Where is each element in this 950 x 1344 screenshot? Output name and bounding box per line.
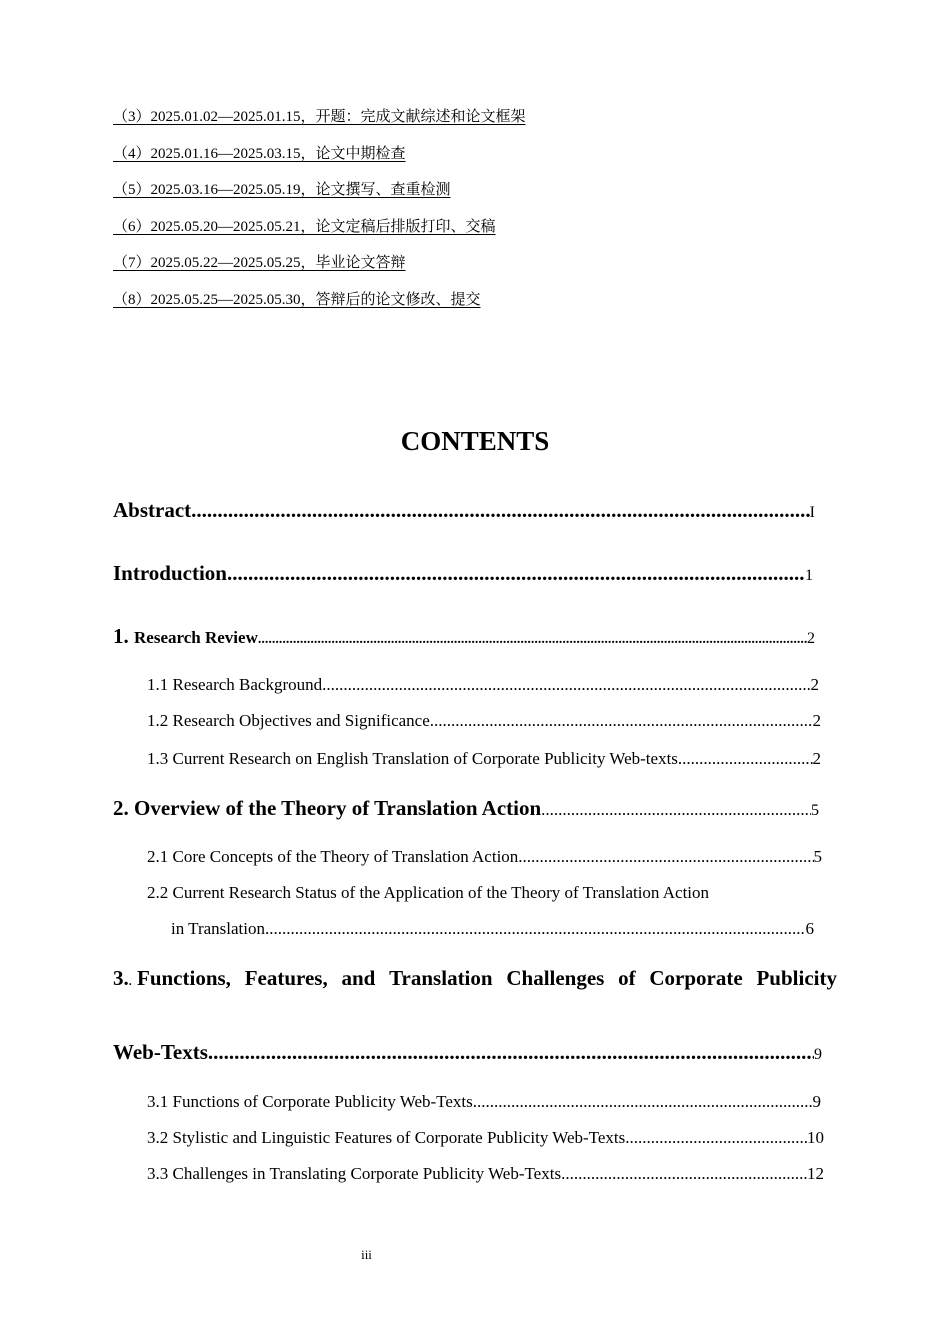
toc-page-number: 2 (812, 711, 821, 730)
schedule-item: （6）2025.05.20—2025.05.21，论文定稿后排版打印、交稿 (113, 218, 496, 235)
toc-entry-functions-features-line1[interactable]: 3.. Functions, Features, and Translation Challenges of Corporate Publicity (113, 966, 837, 990)
toc-entry-2-2[interactable] (171, 919, 814, 939)
toc-page-number: 6 (805, 919, 814, 938)
toc-label: in Translation (171, 919, 265, 938)
toc-section-number: 3. (113, 966, 129, 990)
schedule-item: （8）2025.05.25—2025.05.30，答辩后的论文修改、提交 (113, 291, 481, 308)
toc-page-number: 2 (812, 749, 821, 768)
schedule-item: （7）2025.05.22—2025.05.25，毕业论文答辩 (113, 255, 406, 271)
toc-entry-1-2[interactable] (147, 711, 821, 731)
toc-entry-functions-features[interactable] (113, 1040, 822, 1065)
toc-leader-dots (322, 675, 810, 695)
schedule-item: （4）2025.01.16—2025.03.15，论文中期检查 (113, 145, 406, 162)
toc-page-number: 9 (814, 1046, 822, 1063)
toc-section-number: 1. (113, 624, 129, 648)
toc-page-number: 2 (810, 675, 819, 694)
toc-label: Web-Texts (113, 1040, 208, 1064)
toc-label: 3.3 Challenges in Translating Corporate Publicity Web-Texts (147, 1164, 562, 1183)
toc-label: 2. Overview of the Theory of Translation Action (113, 796, 542, 820)
toc-leader-dots (191, 498, 810, 523)
toc-leader-dots (625, 1128, 807, 1148)
contents-title: CONTENTS (400, 426, 550, 456)
toc-label: 2.1 Core Concepts of the Theory of Translation Action (147, 847, 519, 866)
toc-entry-1-3[interactable] (147, 749, 821, 769)
toc-label: 3.2 Stylistic and Linguistic Features of Corporate Publicity Web-Texts (147, 1128, 626, 1147)
toc-leader-dots (258, 632, 807, 648)
schedule-item: （3）2025.01.02—2025.01.15，开题：完成文献综述和论文框架 (113, 109, 526, 125)
toc-leader-dots (430, 711, 813, 731)
toc-entry-theory-overview[interactable] (113, 796, 819, 821)
toc-label: Abstract (113, 498, 192, 522)
toc-label: Introduction (113, 561, 227, 585)
toc-label: 3.1 Functions of Corporate Publicity Web-Texts (147, 1092, 473, 1111)
toc-leader-dots (561, 1164, 807, 1184)
toc-leader-dots (518, 847, 813, 867)
toc-leader-dots (208, 1040, 814, 1065)
toc-label: 1.2 Research Objectives and Significance (147, 711, 430, 730)
toc-label: 1.3 Current Research on English Translation of Corporate Publicity Web-texts (147, 749, 678, 768)
toc-label: Research Review (134, 628, 258, 647)
toc-entry-abstract[interactable] (113, 498, 815, 523)
toc-stray-dot: . (128, 974, 132, 988)
toc-page-number: 1 (805, 567, 813, 584)
toc-entry-introduction[interactable] (113, 561, 813, 586)
toc-page-number: 10 (807, 1128, 824, 1147)
toc-leader-dots (473, 1092, 813, 1112)
toc-leader-dots (265, 919, 806, 939)
toc-page-number: I (809, 504, 815, 521)
toc-leader-dots (678, 749, 813, 769)
toc-leader-dots (227, 561, 805, 586)
toc-page-number: 5 (811, 802, 819, 819)
toc-label: 1.1 Research Background (147, 675, 323, 694)
toc-entry-1-1[interactable] (147, 675, 819, 695)
toc-entry-research-review[interactable] (113, 624, 815, 649)
toc-entry-2-2-line1[interactable]: 2.2 Current Research Status of the Application of the Theory of Translation Action (147, 883, 710, 902)
toc-page-number: 5 (813, 847, 822, 866)
toc-entry-3-3[interactable] (147, 1164, 824, 1184)
toc-entry-3-1[interactable] (147, 1092, 821, 1112)
schedule-list (113, 107, 536, 326)
page-number-footer: iii (361, 1247, 372, 1262)
toc-page-number: 12 (807, 1164, 824, 1183)
toc-page-number: 9 (812, 1092, 821, 1111)
toc-entry-2-1[interactable] (147, 847, 822, 867)
schedule-item: （5）2025.03.16—2025.05.19，论文撰写、查重检测 (113, 182, 451, 198)
toc-page-number: 2 (807, 630, 815, 647)
toc-entry-3-2[interactable] (147, 1128, 824, 1148)
toc-leader-dots (541, 800, 811, 820)
